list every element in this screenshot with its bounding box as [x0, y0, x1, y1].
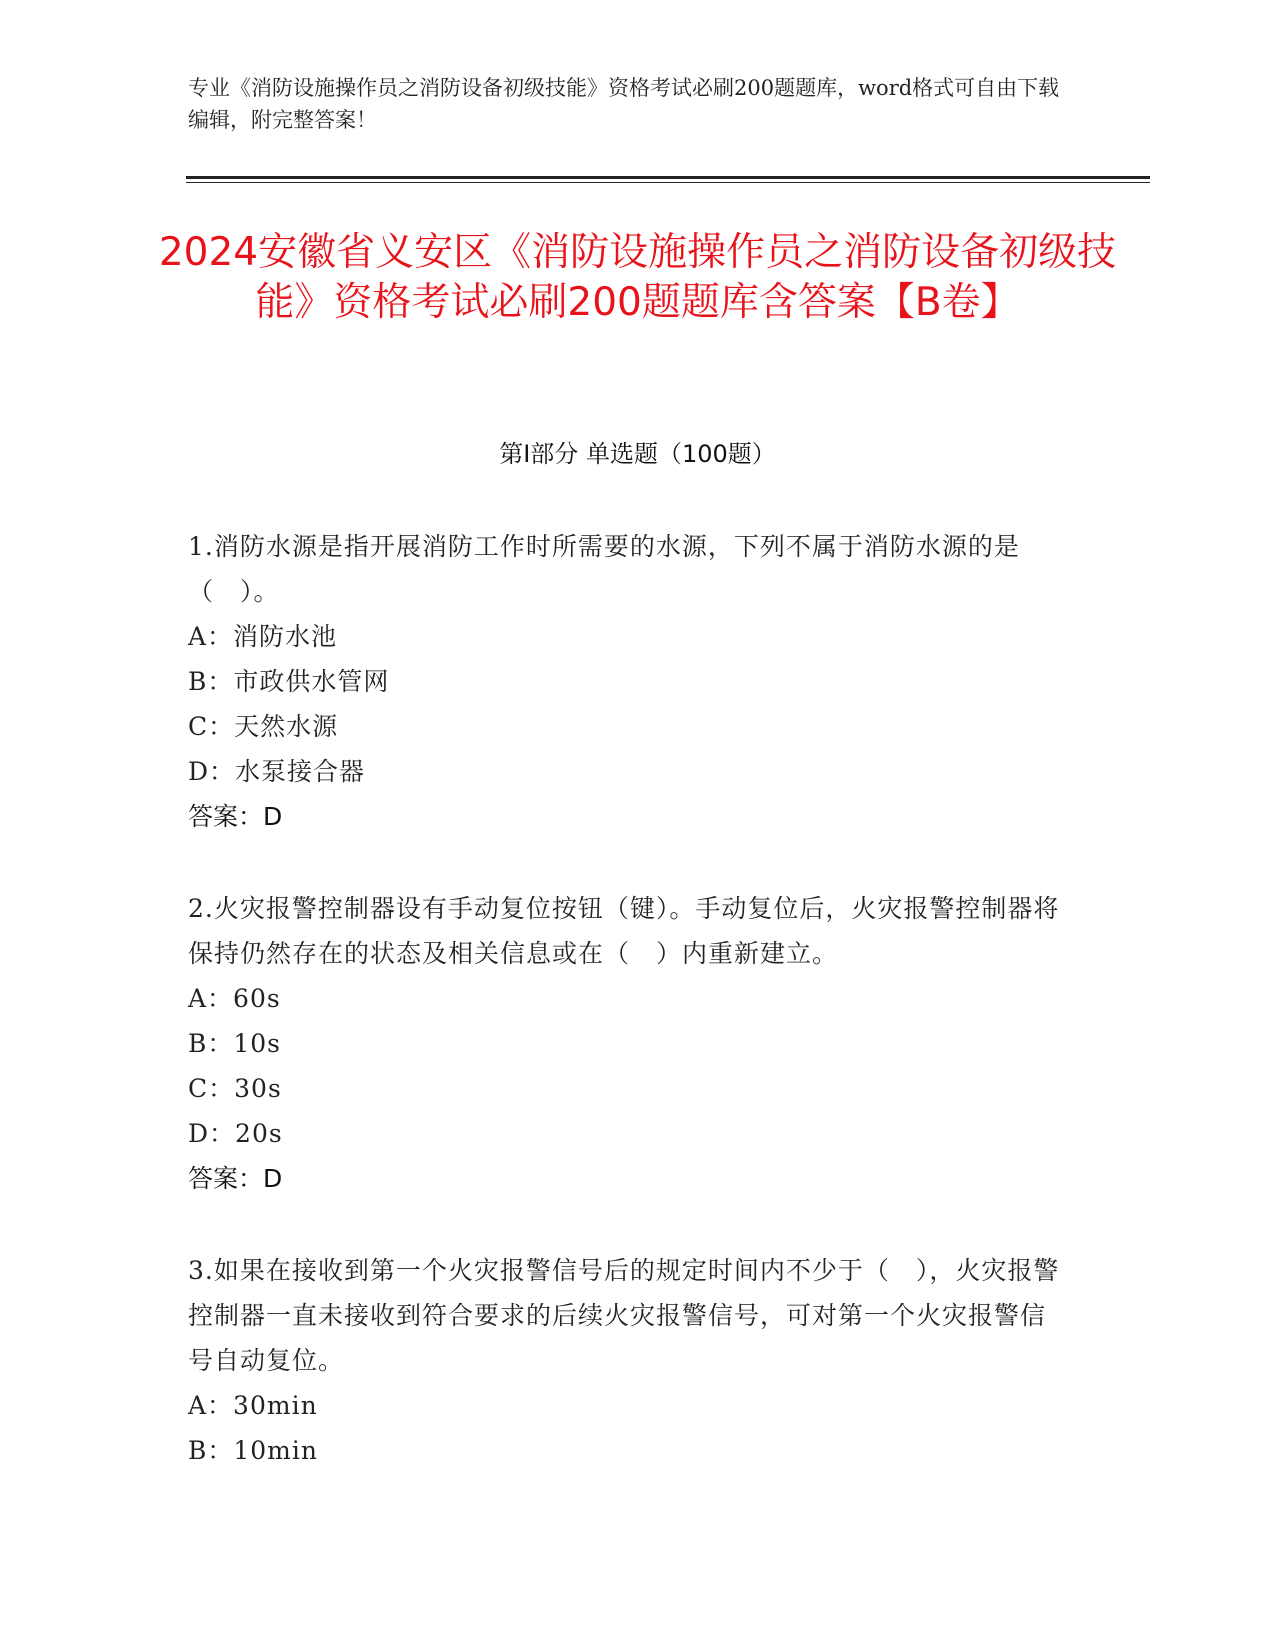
question-stem: 1.消防水源是指开展消防工作时所需要的水源，下列不属于消防水源的是（ ）。 — [188, 532, 1020, 606]
question-1 — [188, 524, 1068, 839]
option-c: C：30s — [188, 1074, 282, 1103]
answer: 答案：D — [188, 802, 283, 831]
header-note: 专业《消防设施操作员之消防设备初级技能》资格考试必刷200题题库，word格式可自由下载编辑，附完整答案！ — [188, 76, 1060, 132]
section-title: 第Ⅰ部分 单选题（100题） — [499, 440, 776, 468]
option-d: D：水泵接合器 — [188, 757, 366, 786]
document-title: 2024安徽省义安区《消防设施操作员之消防设备初级技能》资格考试必刷200题题库含答案【B卷】 — [158, 230, 1117, 325]
question-stem: 3.如果在接收到第一个火灾报警信号后的规定时间内不少于（ ），火灾报警控制器一直未接收到符合要求的后续火灾报警信号，可对第一个火灾报警信号自动复位。 — [188, 1256, 1060, 1375]
option-d: D：20s — [188, 1119, 283, 1148]
option-a: A：消防水池 — [188, 622, 338, 651]
header-rule-thin — [186, 182, 1150, 183]
option-b: B：10min — [188, 1436, 318, 1465]
option-a: A：60s — [188, 984, 281, 1013]
question-2 — [188, 886, 1068, 1201]
option-a: A：30min — [188, 1391, 318, 1420]
answer: 答案：D — [188, 1164, 283, 1193]
header-rule-thick — [186, 176, 1150, 179]
option-b: B：市政供水管网 — [188, 667, 390, 696]
option-b: B：10s — [188, 1029, 282, 1058]
question-3 — [188, 1248, 1068, 1473]
question-stem: 2.火灾报警控制器设有手动复位按钮（键）。手动复位后，火灾报警控制器将保持仍然存在的状态及相关信息或在（ ）内重新建立。 — [188, 894, 1060, 968]
option-c: C：天然水源 — [188, 712, 339, 741]
